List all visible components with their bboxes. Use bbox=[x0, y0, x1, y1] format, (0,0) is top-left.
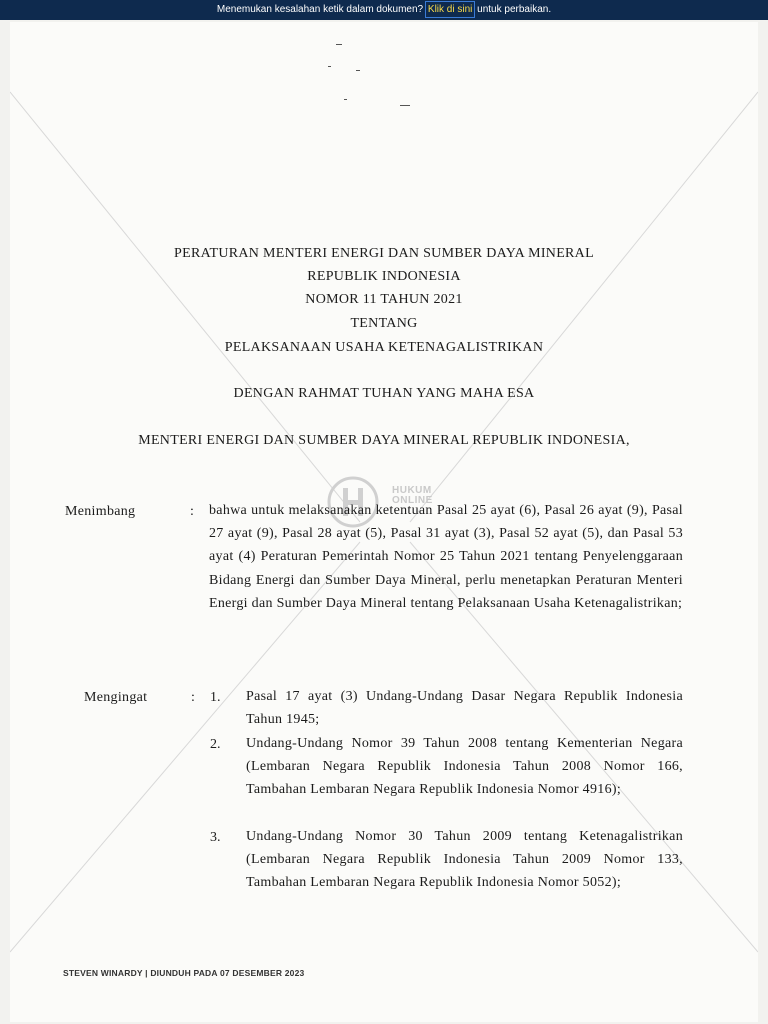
title-line-1: PERATURAN MENTERI ENERGI DAN SUMBER DAYA MINERAL bbox=[174, 246, 594, 261]
mengingat-item-number: 2. bbox=[210, 737, 221, 752]
mengingat-item-number: 1. bbox=[210, 690, 221, 705]
mengingat-label: Mengingat bbox=[84, 690, 148, 705]
menimbang-colon: : bbox=[190, 504, 194, 519]
mengingat-item-text: Undang-Undang Nomor 30 Tahun 2009 tentang Ketenagalistrikan (Lembaran Negara Republik Indonesia Tahun 2009 Nomor 133, Tambahan Lembaran Negara Republik Indonesia Nomor 5052); bbox=[246, 829, 683, 891]
title-line-3: NOMOR 11 TAHUN 2021 bbox=[305, 292, 463, 307]
mengingat-colon: : bbox=[191, 690, 195, 705]
menimbang-text: bahwa untuk melaksanakan ketentuan Pasal 25 ayat (6), Pasal 26 ayat (9), Pasal 27 ayat (9), Pasal 28 ayat (5), Pasal 31 ayat (3), Pasal 52 ayat (5), dan Pasal 53 ayat (4) Peraturan Pemerintah Nomor 25 Tahun 2021 tentang Penyelenggaraan Bidang Energi dan Sumber Daya Mineral, perlu menetapkan Peraturan Menteri Energi dan Sumber Daya Mineral tentang Pelaksanaan Usaha Ketenagalistrikan; bbox=[209, 503, 683, 611]
correction-link[interactable]: Klik di sini bbox=[427, 4, 473, 15]
title-line-2: REPUBLIK INDONESIA bbox=[307, 269, 461, 284]
correction-notice-bar bbox=[0, 0, 768, 20]
download-footer: STEVEN WINARDY | DIUNDUH PADA 07 DESEMBER 2023 bbox=[63, 968, 305, 978]
mengingat-item-number: 3. bbox=[210, 830, 221, 845]
title-line-4: TENTANG bbox=[350, 316, 418, 331]
title-line-5: PELAKSANAAN USAHA KETENAGALISTRIKAN bbox=[224, 340, 544, 355]
notice-text: Menemukan kesalahan ketik dalam dokumen? bbox=[216, 4, 424, 15]
mengingat-item-text: Pasal 17 ayat (3) Undang-Undang Dasar Negara Republik Indonesia Tahun 1945; bbox=[246, 689, 683, 728]
notice-suffix: untuk perbaikan. bbox=[477, 4, 552, 15]
mengingat-item-text: Undang-Undang Nomor 39 Tahun 2008 tentang Kementerian Negara (Lembaran Negara Republik Indonesia Tahun 2008 Nomor 166, Tambahan Lembaran Negara Republik Indonesia Nomor 4916); bbox=[246, 736, 683, 798]
menimbang-label: Menimbang bbox=[65, 504, 136, 519]
authority-line: MENTERI ENERGI DAN SUMBER DAYA MINERAL REPUBLIK INDONESIA, bbox=[138, 433, 630, 448]
watermark-text: HUKUM ONLINE bbox=[392, 485, 433, 506]
invocation: DENGAN RAHMAT TUHAN YANG MAHA ESA bbox=[233, 386, 535, 401]
